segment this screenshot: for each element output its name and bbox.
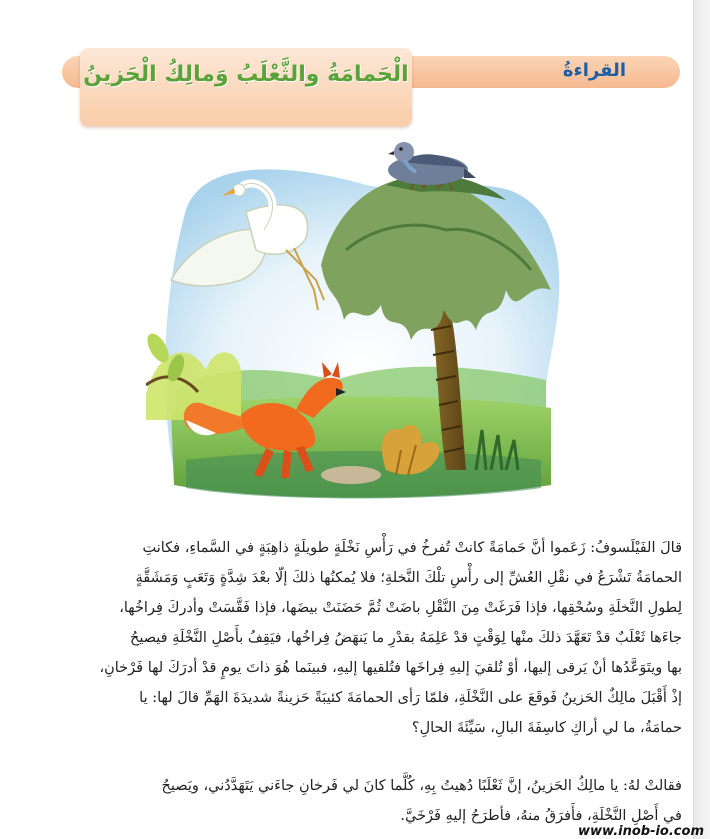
pigeon-icon bbox=[388, 142, 476, 185]
story-paragraph-1 bbox=[32, 533, 682, 743]
title-banner bbox=[80, 48, 412, 126]
text-line: فقالتْ لهُ: يا مالِكُ الحَزينُ، إنَّ ثَعْلَبًا دُهيتُ بِهِ، كُلَّما كانَ لي فَرخانِ جاءَني يَتَهَدَّدُني، ويَصيحُ bbox=[161, 778, 682, 794]
text-line: الحمامَةُ تَشْرَعُ في نقْلِ العُشِّ إلى رأْسِ تلْكَ النَّخلةِ؛ فلا يُمكنُها ذلكَ إلّا بعْدَ شِدَّةٍ وَتَعَبٍ وَمَشَقَّةٍ bbox=[135, 570, 682, 586]
page-edge bbox=[693, 0, 710, 839]
text-line: بها ويتَوَعَّدُها أنْ يَرقى إليها، أوْ تُلقيَ إليهِ فِراخَها فتُلقيها إليهِ، فبينَما هُوَ ذاتَ يومٍ قدْ أدرَكَ لها فَرْخانِ، bbox=[99, 660, 682, 676]
text-line: قالَ الفَيْلَسوفُ: زَعَموا أنَّ حَمامَةً كانتْ تُفرخُ في رَأْسِ نَخْلَةٍ طويلَةٍ ذاهِبَةٍ في السَّماءِ، فكانتِ bbox=[142, 540, 682, 556]
text-line: إذْ أَقْبَلَ مالِكٌ الحَزينُ فَوقَعَ على النَّخْلَةِ، فلمّا رَأى الحمامَةَ كئيبَةً حَزينةً شديدَةَ الهَمِّ قالَ لها: يا bbox=[139, 690, 682, 706]
story-illustration bbox=[146, 130, 566, 510]
text-line: في أَصْلِ النَّخْلَةِ، فأَفرَقُ منهُ، فأطرَحُ إليهِ فَرْخَيَّ. bbox=[400, 808, 682, 824]
text-line: حمامَةُ، ما لي أراكِ كاسِفَةَ البالِ، سَيِّئَةَ الحالِ؟ bbox=[411, 720, 682, 736]
rock bbox=[321, 466, 381, 484]
watermark: www.inob-io.com bbox=[578, 824, 704, 839]
text-line: جاءَها ثَعْلَبٌ قدْ تَعَهَّدَ ذلكَ منْها لِوَقْتٍ قدْ عَلِمَهُ بقدْرِ ما يَنهَضُ فِراخُها، فيَقِفُ بأَصْلِ النَّخْلَةِ فيصيحُ bbox=[129, 630, 682, 646]
section-label: القراءةُ bbox=[562, 60, 626, 81]
story-paragraph-2 bbox=[32, 771, 682, 831]
lesson-title: الْحَمامَةُ والثَّعْلَبُ وَمالِكُ الْحَزينُ bbox=[83, 62, 409, 87]
text-line: لِطولِ النَّخلَةِ وسُحْقِها، فإذا فَرَغَتْ مِنَ النَّقْلِ باضَتْ ثُمَّ حَضَنَتْ بيضَها، فإذا فَقَّسَتْ وأدركَ فِراخُها، bbox=[119, 600, 682, 616]
